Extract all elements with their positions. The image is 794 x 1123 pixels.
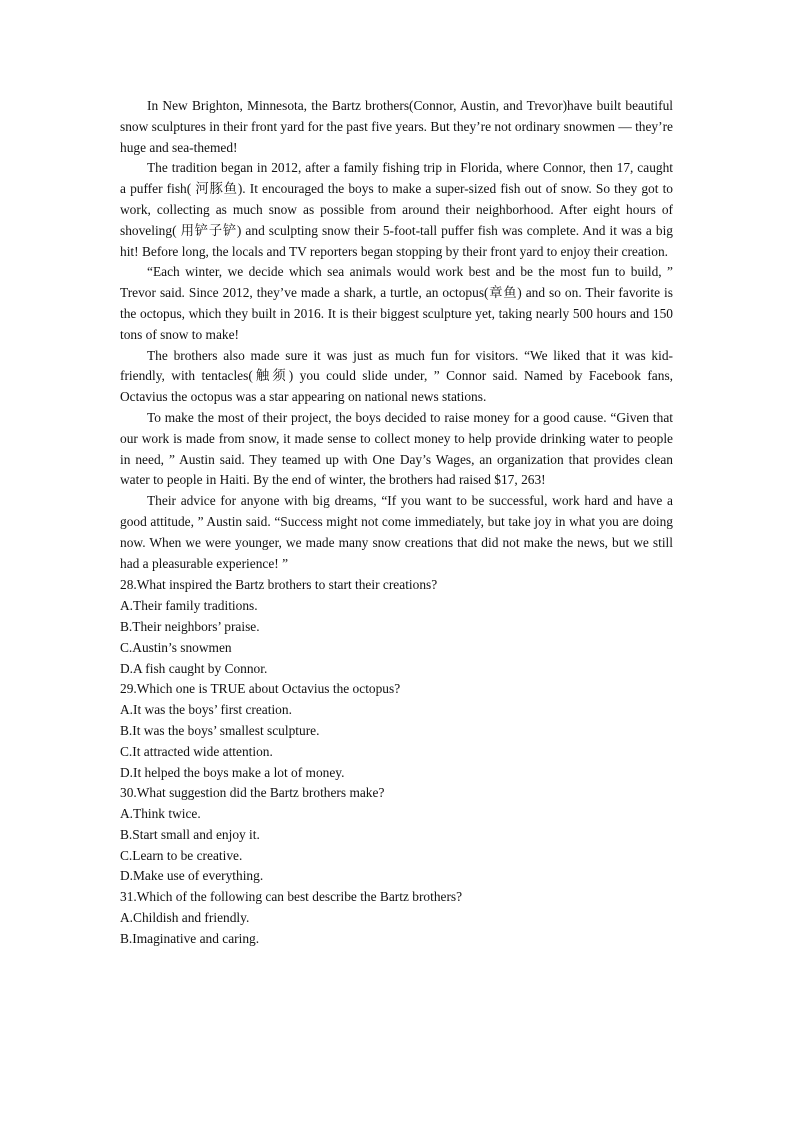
question-30 <box>120 783 673 887</box>
option-a: A.It was the boys’ first creation. <box>120 702 292 718</box>
passage-paragraph-5: To make the most of their project, the boys decided to raise money for a good cause. “Given that our work is made from snow, it made sense to collect money to help provide drinking water to people in need, ” Austin said. They teamed up with One Day’s Wages, an organization that provides clean water to people in Haiti. By the end of winter, the brothers had raised $17, 263! <box>120 409 673 488</box>
option-c: C.It attracted wide attention. <box>120 743 273 759</box>
question-stem: 30.What suggestion did the Bartz brothers make? <box>120 785 385 801</box>
option-d: D.It helped the boys make a lot of money. <box>120 764 345 780</box>
option-c: C.Learn to be creative. <box>120 847 243 863</box>
option-b: B.Imaginative and caring. <box>120 930 260 946</box>
passage-paragraph-1: In New Brighton, Minnesota, the Bartz brothers(Connor, Austin, and Trevor)have built beautiful snow sculptures in their front yard for the past five years. But they’re not ordinary snowmen — they’re huge and sea-themed! <box>120 98 673 155</box>
option-a: A.Think twice. <box>120 806 201 822</box>
option-b: B.It was the boys’ smallest sculpture. <box>120 722 320 738</box>
passage-paragraph-3: “Each winter, we decide which sea animals would work best and be the most fun to build, ” Trevor said. Since 2012, they’ve made a shark, a turtle, an octopus(章鱼) and so on. Their favorite is the octopus, which they built in 2016. It is their biggest sculpture yet, taking nearly 500 hours and 150 tons of snow to make! <box>120 264 673 342</box>
option-c: C.Austin’s snowmen <box>120 639 232 655</box>
question-31 <box>120 887 673 949</box>
question-29 <box>120 679 673 783</box>
option-d: D.Make use of everything. <box>120 868 264 884</box>
option-b: B.Start small and enjoy it. <box>120 826 260 842</box>
reading-passage <box>120 96 673 574</box>
passage-paragraph-4: The brothers also made sure it was just as much fun for visitors. “We liked that it was kid-friendly, with tentacles(触须) you could slide under, ” Connor said. Named by Facebook fans, Octavius the octopus was a star appearing on national news stations. <box>120 347 673 405</box>
question-list <box>120 575 673 949</box>
document-page <box>120 96 673 950</box>
passage-paragraph-6: Their advice for anyone with big dreams, “If you want to be successful, work hard and have a good attitude, ” Austin said. “Success might not come immediately, but take joy in what you are doing now. When we were younger, we made many snow creations that did not make the news, but we still had a pleasurable experience! ” <box>120 493 673 571</box>
question-stem: 29.Which one is TRUE about Octavius the octopus? <box>120 681 401 697</box>
option-b: B.Their neighbors’ praise. <box>120 618 260 634</box>
option-a: A.Childish and friendly. <box>120 910 250 926</box>
option-d: D.A fish caught by Connor. <box>120 660 268 676</box>
question-stem: 31.Which of the following can best describe the Bartz brothers? <box>120 889 463 905</box>
question-stem: 28.What inspired the Bartz brothers to start their creations? <box>120 577 438 593</box>
passage-paragraph-2: The tradition began in 2012, after a family fishing trip in Florida, where Connor, then 17, caught a puffer fish( 河豚鱼). It encouraged the boys to make a super-sized fish out of snow. So they got to work, collecting as much snow as possible from around their neighborhood. After eight hours of shoveling( 用铲子铲) and sculpting snow their 5-foot-tall puffer fish was complete. And it was a big hit! Before long, the locals and TV reporters began stopping by their front yard to enjoy their creation. <box>120 160 673 259</box>
option-a: A.Their family traditions. <box>120 598 258 614</box>
question-28 <box>120 575 673 679</box>
